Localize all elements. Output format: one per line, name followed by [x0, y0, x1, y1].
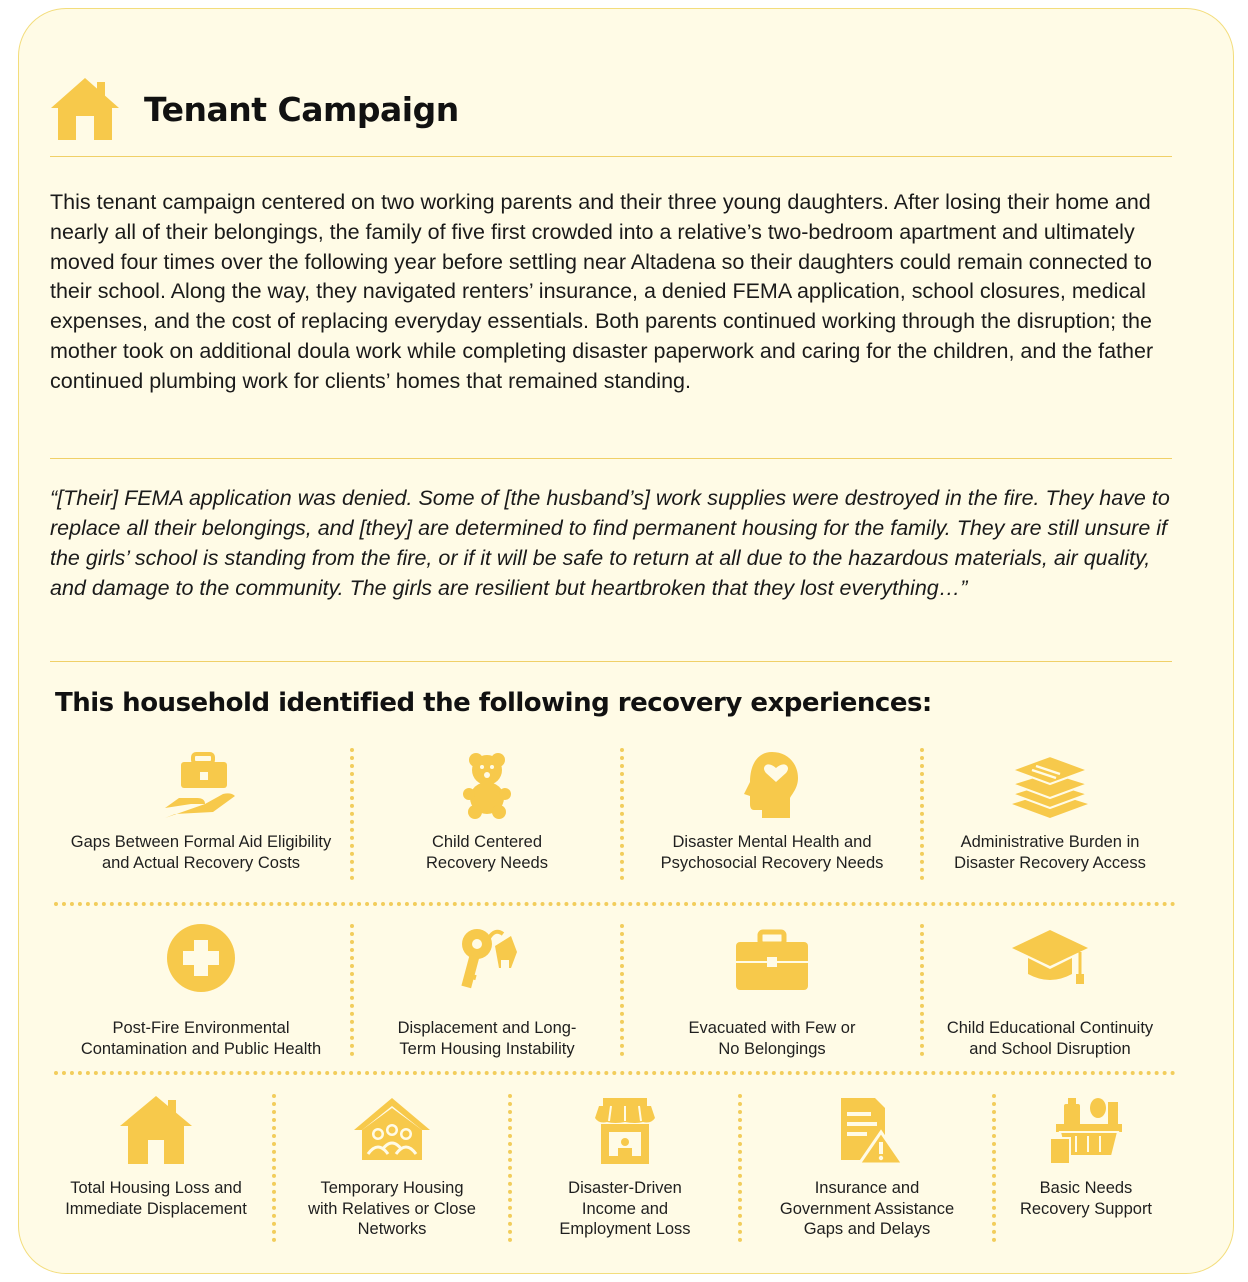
- row-divider: [54, 902, 1176, 906]
- document-stack-icon: [1010, 748, 1090, 820]
- experience-label: Recovery Support: [1019, 1199, 1153, 1218]
- experience-item: [742, 1094, 992, 1242]
- experience-label: Child Educational Continuity: [946, 1019, 1154, 1037]
- graduation-cap-icon: [1010, 924, 1090, 996]
- head-heart-icon: [732, 748, 812, 820]
- experience-label: Insurance and: [814, 1179, 920, 1197]
- page-title: Tenant Campaign: [144, 89, 459, 129]
- experience-label: and School Disruption: [969, 1039, 1131, 1058]
- experience-label: No Belongings: [718, 1039, 826, 1058]
- briefcase-icon: [732, 924, 812, 996]
- experience-row-2: [52, 924, 1176, 1056]
- house-icon: [116, 1094, 196, 1166]
- experience-item: [52, 924, 350, 1056]
- header-divider: [50, 156, 1172, 157]
- household-quote: “[Their] FEMA application was denied. Some of [the husband’s] work supplies were destroyed in the fire. They have to replace all their belongings, and [they] are determined to find permanent housing for the family. They are still unsure if the girls’ school is standing from the fire, or if it will be safe to return at all due to the hazardous materials, air quality, and damage to the community. The girls are resilient but heartbroken that they lost everything…”: [50, 486, 1170, 600]
- experience-label: Temporary Housing: [320, 1179, 464, 1197]
- experience-item: [624, 748, 920, 880]
- row-divider: [54, 1071, 1176, 1075]
- experience-label: Networks: [357, 1220, 427, 1238]
- experience-label: Administrative Burden in: [960, 833, 1140, 851]
- teddy-bear-icon: [447, 748, 527, 820]
- experience-label: Basic Needs: [1039, 1179, 1133, 1197]
- experience-label: Child Centered: [431, 833, 543, 851]
- quote-divider: [50, 661, 1172, 662]
- experience-label: Displacement and Long-: [397, 1019, 577, 1037]
- experience-row-3: [40, 1094, 1180, 1242]
- experience-item: [52, 748, 350, 880]
- experience-item: [276, 1094, 508, 1242]
- experience-row-1: [52, 748, 1176, 880]
- campaign-description: This tenant campaign centered on two working parents and their three young daughters. After losing their home and nearly all of their belongings, the family of five first crowded into a relative’s two-bedroom apartment and ultimately moved four times over the following year before settling near Altadena so their daughters could remain connected to their school. Along the way, they navigated renters’ insurance, a denied FEMA application, school closures, medical expenses, and the cost of replacing everyday essentials. Both parents continued working through the disruption; the mother took on additional doula work while completing disaster paperwork and caring for the children, and the father continued plumbing work for clients’ homes that remained standing.: [50, 190, 1154, 393]
- keys-icon: [447, 924, 527, 996]
- briefcase-hand-icon: [161, 748, 241, 820]
- experience-label: Employment Loss: [559, 1220, 691, 1238]
- experience-item: [996, 1094, 1176, 1242]
- description-divider: [50, 458, 1172, 459]
- experience-label: and Actual Recovery Costs: [101, 853, 301, 872]
- card-header: [50, 74, 459, 144]
- experience-item: [354, 924, 620, 1056]
- experience-label: with Relatives or Close: [308, 1199, 476, 1218]
- family-house-icon: [352, 1094, 432, 1166]
- experience-label: Contamination and Public Health: [80, 1039, 322, 1058]
- experience-label: Government Assistance: [779, 1199, 955, 1218]
- experience-label: Immediate Displacement: [65, 1199, 247, 1218]
- experience-label: Gaps Between Formal Aid Eligibility: [70, 833, 332, 851]
- grocery-basket-icon: [1046, 1094, 1126, 1166]
- experience-label: Gaps and Delays: [803, 1220, 931, 1238]
- medical-cross-icon: [161, 924, 241, 996]
- experience-label: Disaster Recovery Access: [954, 853, 1146, 872]
- experience-item: [40, 1094, 272, 1242]
- experience-label: Disaster-Driven: [568, 1179, 682, 1197]
- document-warning-icon: [827, 1094, 907, 1166]
- experience-item: [624, 924, 920, 1056]
- experience-item: [924, 748, 1176, 880]
- experience-label: Income and: [581, 1199, 669, 1218]
- experience-label: Post-Fire Environmental: [112, 1019, 290, 1037]
- storefront-icon: [585, 1094, 665, 1166]
- experience-label: Recovery Needs: [426, 853, 548, 872]
- experience-label: Evacuated with Few or: [688, 1019, 856, 1037]
- experience-label: Disaster Mental Health and: [672, 833, 872, 851]
- experience-item: [924, 924, 1176, 1056]
- experience-item: [512, 1094, 738, 1242]
- experience-item: [354, 748, 620, 880]
- house-icon: [50, 76, 120, 142]
- experience-label: Term Housing Instability: [399, 1039, 575, 1058]
- experience-label: Psychosocial Recovery Needs: [660, 853, 884, 872]
- experience-label: Total Housing Loss and: [70, 1179, 242, 1197]
- experiences-heading: This household identified the following recovery experiences:: [55, 688, 932, 718]
